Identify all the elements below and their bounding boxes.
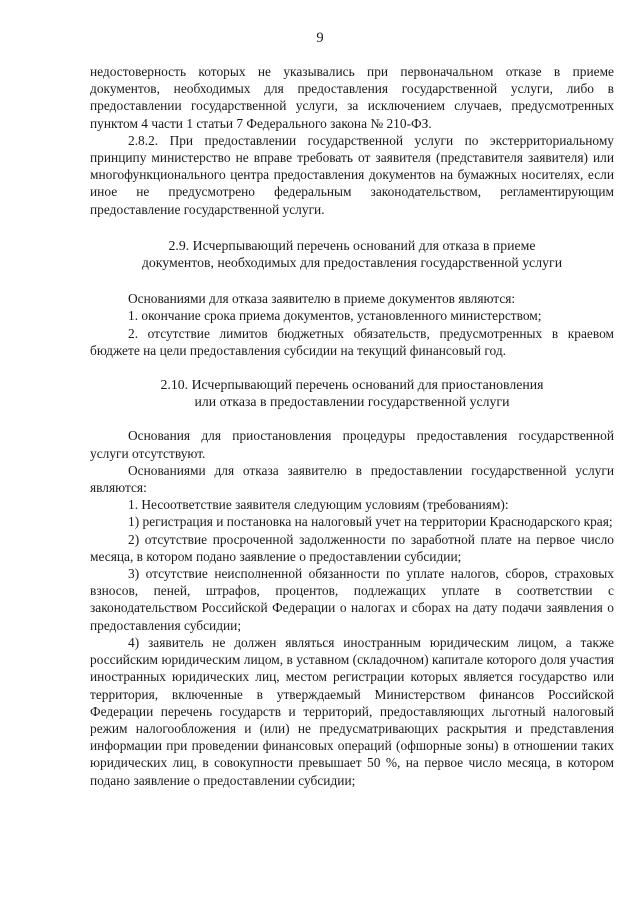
paragraph-refusal-intro: Основаниями для отказа заявителю в предоставлении государственной услуги являются: [90, 462, 614, 496]
condition-1: 1) регистрация и постановка на налоговый учет на территории Краснодарского края; [128, 514, 613, 530]
heading-2-9: 2.9. Исчерпывающий перечень оснований для отказа в приеме документов, необходимых для предоставления государственной услуги [141, 237, 563, 271]
document-body [90, 63, 614, 789]
list-item-1: 1. окончание срока приема документов, установленного министерством; [128, 308, 542, 324]
heading-2-10: 2.10. Исчерпывающий перечень оснований для приостановления или отказа в предоставлении государственной услуги [160, 377, 544, 410]
paragraph-suspension: Основания для приостановления процедуры предоставления государственной услуги отсутствуют. [90, 428, 614, 461]
condition-2: 2) отсутствие просроченной задолженности по заработной плате на первое число месяца, в котором подано заявление о предоставлении субсидии; [90, 531, 614, 564]
paragraph-2-8-2: 2.8.2. При предоставлении государственной услуги по экстерриториальному принципу министерство не вправе требовать от заявителя (представителя заявителя) или многофункционального центра предоставления документов на бумажных носителях, если иное не предусмотрено федеральным законодательством, регламентирующим предоставление государственной услуги. [90, 132, 614, 217]
paragraph-continuation: недостоверность которых не указывались при первоначальном отказе в приеме документов, необходимых для предоставления государственной услуги, либо в предоставлении государственной услуги, за исключением случаев, предусмотренных пунктом 4 части 1 статьи 7 Федерального закона № 210-ФЗ. [90, 64, 614, 131]
list-item-2: 2. отсутствие лимитов бюджетных обязательств, предусмотренных в краевом бюджете на цели предоставления субсидии на текущий финансовый год. [90, 325, 614, 358]
page-number: 9 [316, 30, 324, 46]
condition-3: 3) отсутствие неисполненной обязанности по уплате налогов, сборов, страховых взносов, пеней, штрафов, процентов, подлежащих уплате в соответствии с законодательством Российской Федерации о налогах и сборах на дату подачи заявления о предоставления субсидии; [90, 566, 614, 633]
condition-heading: 1. Несоответствие заявителя следующим условиям (требованиям): [128, 497, 509, 513]
condition-4: 4) заявитель не должен являться иностранным юридическим лицом, а также российским юридическим лицом, в уставном (складочном) капитале которого доля участия иностранных юридических лиц, местом регистрации которых является государство или территория, включенные в утверждаемый Министерством финансов Российской Федерации перечень государств и территорий, предоставляющих льготный налоговый режим налогообложения и (или) не предусматривающих раскрытия и представления информации при проведении финансовых операций (офшорные зоны) в отношении таких юридических лиц, в совокупности превышает 50 %, на первое число месяца, в котором подано заявление о предоставлении субсидии; [90, 634, 614, 788]
paragraph-refusal-grounds-intro: Основаниями для отказа заявителю в приеме документов являются: [128, 291, 516, 307]
